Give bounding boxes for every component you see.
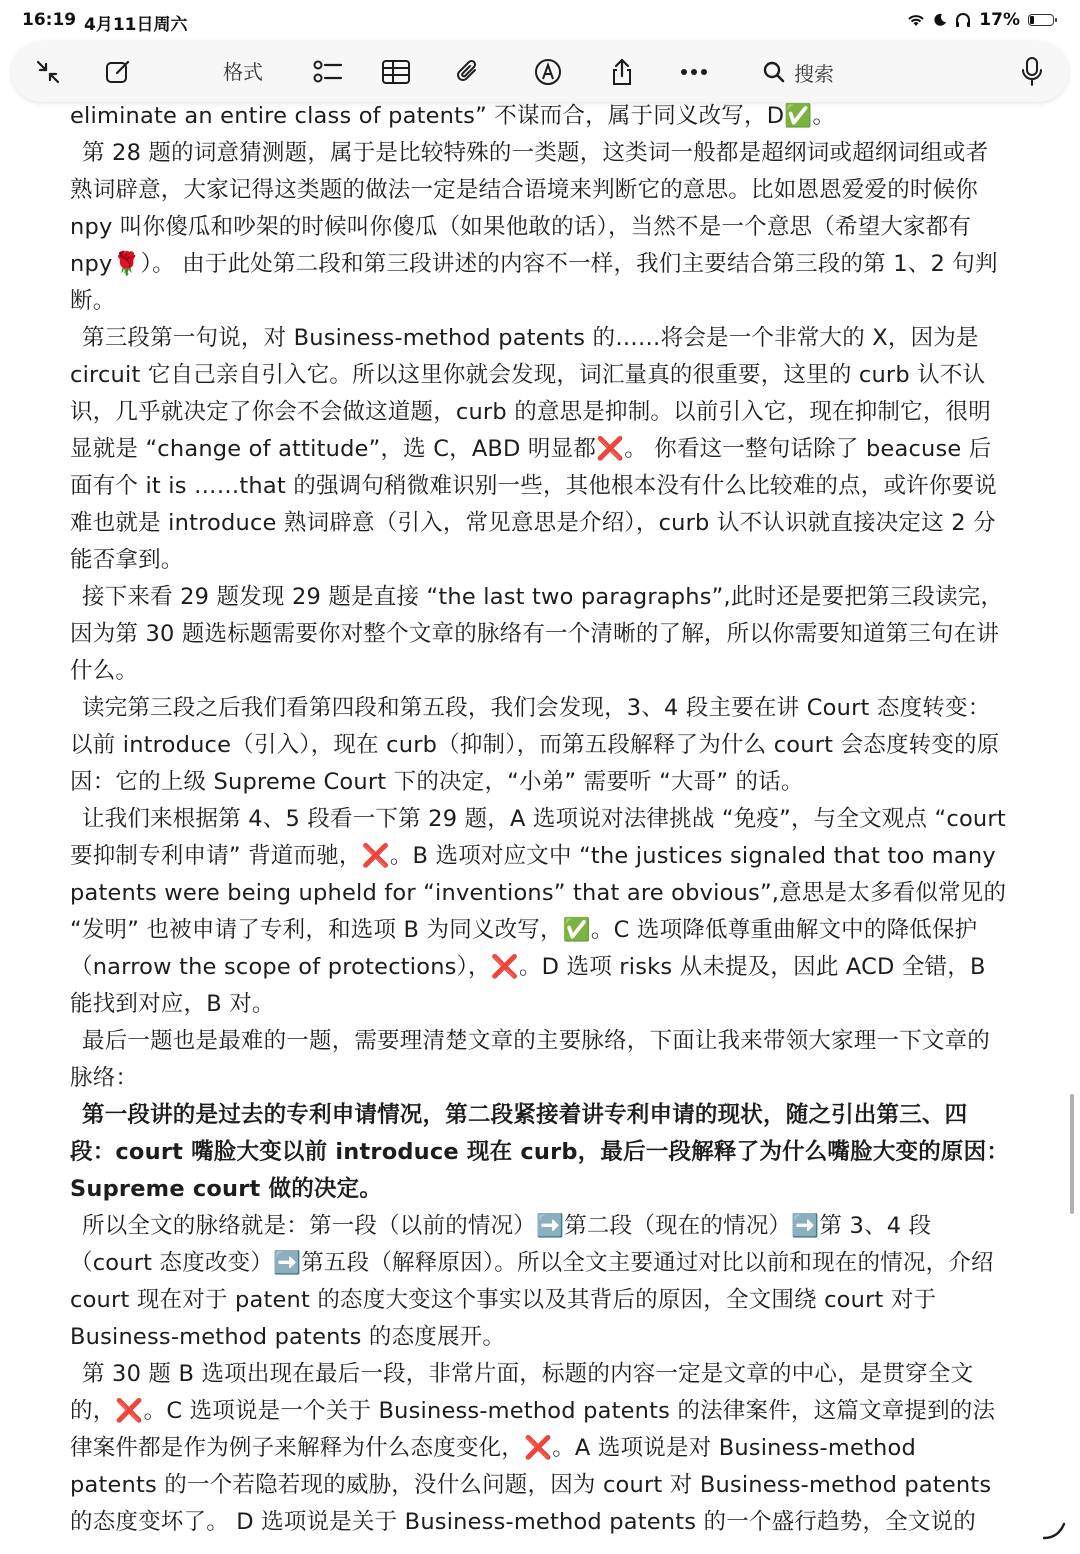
note-body[interactable] [70,98,1010,1541]
table-button[interactable] [374,50,418,94]
paragraph-7: 最后一题也是最难的一题，需要理清楚文章的主要脉络，下面让我来带领大家理一下文章的脉络： [70,1028,991,1091]
checklist-button[interactable] [306,50,350,94]
format-button[interactable]: 格式 [223,60,263,84]
collapse-arrows-icon [35,59,61,85]
share-button[interactable] [600,50,644,94]
more-button[interactable] [672,50,716,94]
headphones-icon [955,13,971,27]
battery-icon [1028,14,1054,26]
paragraph-5: 读完第三段之后我们看第四段和第五段，我们会发现，3、4 段主要在讲 Court 态度转变：以前 introduce（引入），现在 curb（抑制），而第五段解释了为什么 court 会态度转变的原因：它的上级 Supreme Court 下的决定，“小弟” 需要听 “大哥” 的话。 [70,695,1000,795]
status-indicators [907,10,1054,30]
paragraph-4: 接下来看 29 题发现 29 题是直接 “the last two paragraphs”,此时还是要把第三段读完，因为第 30 题选标题需要你对整个文章的脉络有一个清晰的了解，所以你需要知道第三句在讲什么。 [70,584,1004,684]
search-field[interactable] [760,52,1020,92]
paperclip-icon [455,58,481,86]
scrollbar[interactable] [1070,1094,1074,1214]
share-icon [610,57,634,87]
microphone-icon[interactable] [1018,56,1046,88]
paragraph-10: 第 30 题 B 选项出现在最后一段，非常片面，标题的内容一定是文章的中心，是贯穿全文的，❌。C 选项说是一个关于 Business-method patents 的法律案件，这篇文章提到的法律案件都是作为例子来解释为什么态度变化，❌。A 选项说是对 Business-method patents 的一个若隐若现的威胁，没什么问题，因为 court 对 Business-method patents 的态度变坏了。 D 选项说是关于 Business-method patents 的一个盛行趋势，全文说的 [70,1361,996,1535]
notes-toolbar [12,42,1068,102]
compose-button[interactable] [96,50,140,94]
compose-icon [104,58,132,86]
paragraph-9: 所以全文的脉络就是：第一段（以前的情况）➡️第二段（现在的情况）➡️第 3、4 段（court 态度改变）➡️第五段（解释原因）。所以全文主要通过对比以前和现在的情况，介绍 court 现在对于 patent 的态度大变这个事实以及其背后的原因，全文围绕 court 对于 Business-method patents 的态度展开。 [70,1213,994,1350]
corner-swipe-icon[interactable] [1040,1514,1070,1544]
status-bar [0,0,1080,40]
ellipsis-icon [680,68,708,76]
battery-percent: 17% [979,10,1020,30]
search-placeholder: 搜索 [794,61,834,86]
paragraph-8: 第一段讲的是过去的专利申请情况，第二段紧接着讲专利申请的现状，随之引出第三、四段：court 嘴脸大变以前 introduce 现在 curb，最后一段解释了为什么嘴脸大变的原因：Supreme court 做的决定。 [70,1102,1010,1202]
paragraph-3: 第三段第一句说，对 Business-method patents 的……将会是一个非常大的 X，因为是 circuit 它自己亲自引入它。所以这里你就会发现，词汇量真的很重要，这里的 curb 认不认识，几乎就决定了你会不会做这道题，curb 的意思是抑制。以前引入它，现在抑制它，很明显就是 “change of attitude”，选 C，ABD 明显都❌。 你看这一整句话除了 beacuse 后面有个 it is ……that 的强调句稍微难识别一些，其他根本没有什么比较难的点，或许你要说难也就是 introduce 熟词辟意（引入，常见意思是介绍），curb 认不认识就直接决定这 2 分能否拿到。 [70,325,997,573]
wifi-icon [907,13,925,27]
paragraph-6: 让我们来根据第 4、5 段看一下第 29 题，A 选项说对法律挑战 “免疫”，与全文观点 “court 要抑制专利申请” 背道而驰，❌。B 选项对应文中 “the justices signaled that too many patents were being upheld for “inventions” that are obvious”,意思是太多看似常见的 “发明” 也被申请了专利，和选项 B 为同义改写，✅。C 选项降低尊重曲解文中的降低保护（narrow the scope of protections），❌。D 选项 risks 从未提及，因此 ACD 全错，B 能找到对应，B 对。 [70,806,1007,1017]
checklist-icon [313,59,343,85]
attachment-button[interactable] [446,50,490,94]
status-time: 16:19 [22,10,77,30]
pen-tip-icon [534,58,562,86]
markup-button[interactable] [526,50,570,94]
moon-icon [933,13,947,27]
paragraph-1: eliminate an entire class of patents” 不谋而合，属于同义改写，D✅。 [70,103,836,129]
status-date: 4月11日周六 [84,15,188,35]
search-icon [760,58,788,86]
table-icon [381,59,411,85]
collapse-button[interactable] [26,50,70,94]
paragraph-2: 第 28 题的词意猜测题，属于是比较特殊的一类题，这类词一般都是超纲词或超纲词组或者熟词辟意，大家记得这类题的做法一定是结合语境来判断它的意思。比如恩恩爱爱的时候你 npy 叫你傻瓜和吵架的时候叫你傻瓜（如果他敢的话），当然不是一个意思（希望大家都有 npy🌹）。 由于此处第二段和第三段讲述的内容不一样，我们主要结合第三段的第 1、2 句判断。 [70,140,998,314]
